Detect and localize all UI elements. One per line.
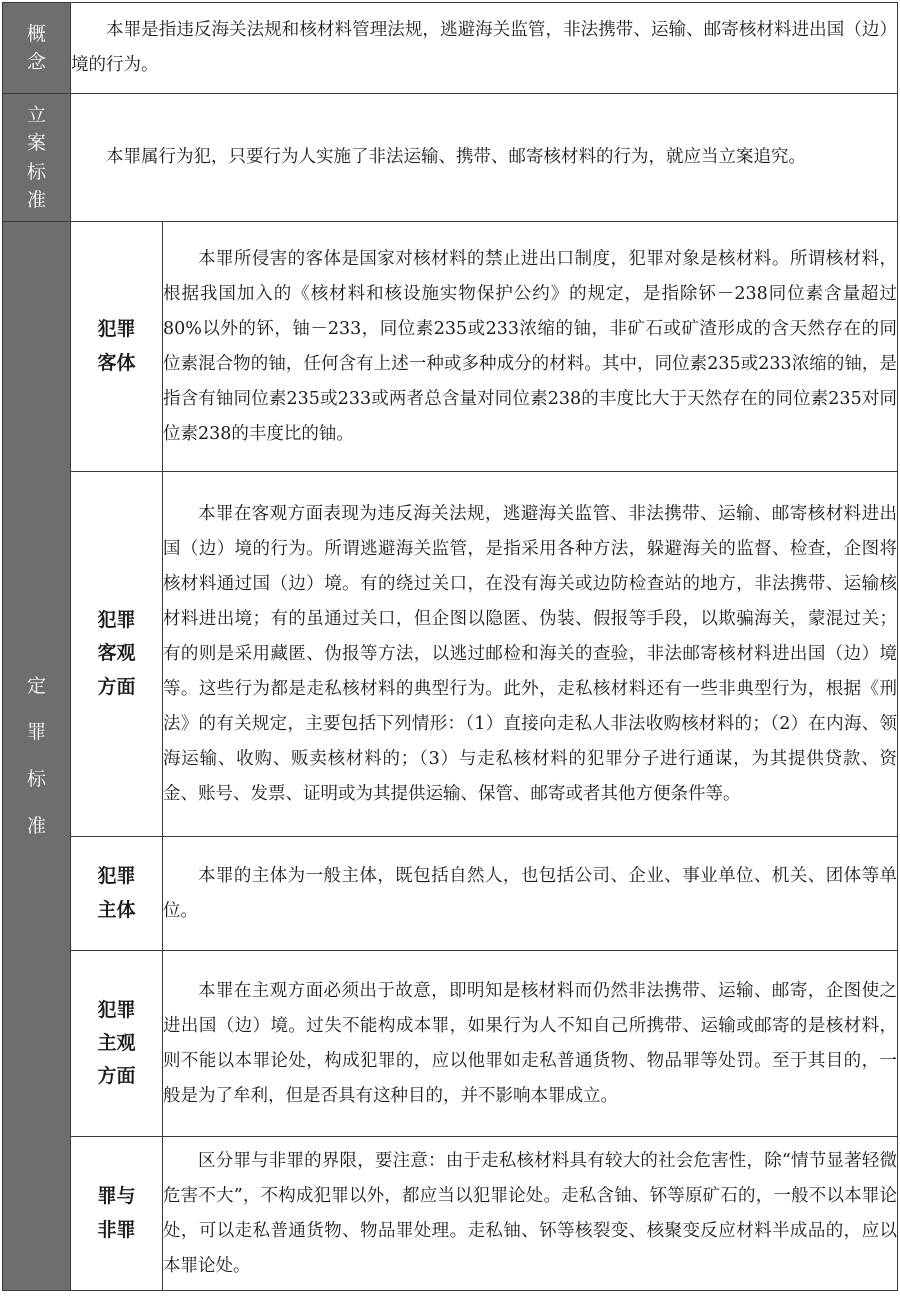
category-cell-concept [3, 3, 71, 94]
concept-text: 本罪是指违反海关法规和核材料管理法规，逃避海关监管，非法携带、运输、邮寄核材料进出国（边）境的行为。 [71, 20, 897, 75]
row-crime-object [3, 222, 898, 472]
sub-label-object: 犯罪客体 [97, 318, 136, 374]
category-label-concept: 概念 [26, 22, 46, 73]
sub-label-subjective: 犯罪主观方面 [97, 998, 136, 1088]
filing-text-cell [71, 94, 898, 222]
sub-label-objective: 犯罪客观方面 [97, 609, 136, 698]
object-text-cell [163, 222, 898, 472]
row-concept [3, 3, 898, 94]
row-crime-subjective [3, 951, 898, 1137]
boundary-text: 区分罪与非罪的界限，要注意：由于走私核材料具有较大的社会危害性，除“情节显著轻微危害不大”，不构成犯罪以外，都应当以犯罪论处。走私含铀、钚等原矿石的，一般不以本罪论处，可以走私普通货物、物品罪处理。走私铀、钚等核裂变、核聚变反应材料半成品的，应以本罪论处。 [163, 1150, 897, 1276]
subject-text-cell [163, 837, 898, 951]
category-cell-conviction [3, 222, 71, 1291]
category-label-conviction: 定罪标准 [26, 674, 46, 837]
subject-text: 本罪的主体为一般主体，既包括自然人，也包括公司、企业、事业单位、机关、团体等单位。 [163, 865, 897, 921]
objective-text: 本罪在客观方面表现为违反海关法规，逃避海关监管、非法携带、运输、邮寄核材料进出国（边）境的行为。所谓逃避海关监管，是指采用各种方法，躲避海关的监督、检查，企图将核材料通过国（边）境。有的绕过关口，在没有海关或边防检查站的地方，非法携带、运输核材料进出境；有的虽通过关口，但企图以隐匿、伪装、假报等手段，以欺骗海关，蒙混过关；有的则是采用藏匿、伪报等方法，以逃过邮检和海关的查验，非法邮寄核材料进出国（边）境等。这些行为都是走私核材料的典型行为。此外，走私核材料还有一些非典型行为，根据《刑法》的有关规定，主要包括下列情形：（1）直接向走私人非法收购核材料的；（2）在内海、领海运输、收购、贩卖核材料的；（3）与走私核材料的犯罪分子进行通谋，为其提供贷款、资金、账号、发票、证明或为其提供运输、保管、邮寄或者其他方便条件等。 [163, 503, 897, 804]
sub-cell-subject [71, 837, 163, 951]
filing-text: 本罪属行为犯，只要行为人实施了非法运输、携带、邮寄核材料的行为，就应当立案追究。 [106, 147, 806, 167]
category-cell-filing [3, 94, 71, 222]
category-label-filing: 立案标准 [26, 103, 46, 211]
sub-label-boundary: 罪与非罪 [97, 1185, 136, 1241]
concept-text-cell [71, 3, 898, 94]
sub-cell-boundary [71, 1137, 163, 1291]
row-crime-objective [3, 472, 898, 837]
subjective-text: 本罪在主观方面必须出于故意，即明知是核材料而仍然非法携带、运输、邮寄，企图使之进出国（边）境。过失不能构成本罪，如果行为人不知自己所携带、运输或邮寄的是核材料，则不能以本罪论处，构成犯罪的，应以他罪如走私普通货物、物品罪等处罚。至于其目的，一般是为了牟利，但是否具有这种目的，并不影响本罪成立。 [163, 980, 897, 1106]
row-crime-subject [3, 837, 898, 951]
boundary-text-cell [163, 1137, 898, 1291]
object-text: 本罪所侵害的客体是国家对核材料的禁止进出口制度，犯罪对象是核材料。所谓核材料，根据我国加入的《核材料和核设施实物保护公约》的规定，是指除钚－238同位素含量超过80%以外的钚，铀－233，同位素235或233浓缩的铀，非矿石或矿渣形成的含天然存在的同位素混合物的铀，任何含有上述一种或多种成分的材料。其中，同位素235或233浓缩的铀，是指含有铀同位素235或233或两者总含量对同位素238的丰度比大于天然存在的同位素235对同位素238的丰度比的铀。 [163, 248, 897, 444]
objective-text-cell [163, 472, 898, 837]
row-crime-boundary [3, 1137, 898, 1291]
sub-cell-object [71, 222, 163, 472]
sub-cell-objective [71, 472, 163, 837]
row-filing-standard [3, 94, 898, 222]
crime-standards-table [2, 2, 898, 1291]
sub-label-subject: 犯罪主体 [97, 865, 136, 921]
subjective-text-cell [163, 951, 898, 1137]
sub-cell-subjective [71, 951, 163, 1137]
